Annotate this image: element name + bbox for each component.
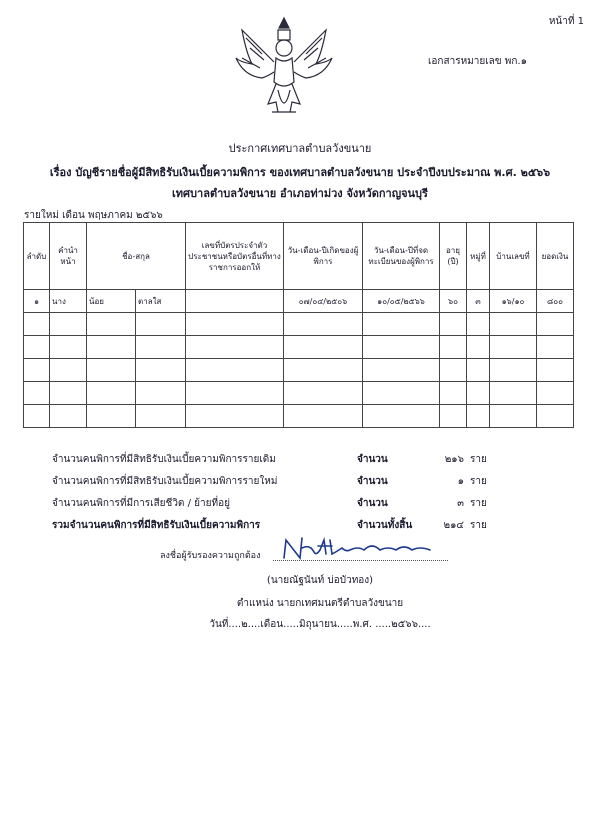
header-age: อายุ (ปี)	[440, 223, 467, 290]
signing-date: วันที่....๒....เดือน.....มิถุนายน.....พ.ศ. .....๒๕๖๖....	[209, 619, 431, 630]
summary-word: จำนวนทั้งสิ้น	[357, 520, 413, 531]
summary-label: จำนวนคนพิการที่มีสิทธิรับเงินเบี้ยความพิการรายใหม่	[52, 476, 278, 487]
summary-count: ๓	[457, 498, 464, 509]
table-row-empty	[24, 405, 574, 428]
beneficiary-table	[23, 222, 574, 428]
header-reg-date: วัน-เดือน-ปีที่จดทะเบียนของผู้พิการ	[363, 223, 440, 290]
summary-label: จำนวนคนพิการที่มีการเสียชีวิต / ย้ายที่อยู่	[52, 498, 230, 509]
summary-unit: ราย	[470, 498, 487, 509]
summary-unit: ราย	[470, 520, 487, 531]
table-row-empty	[24, 359, 574, 382]
summary-unit: ราย	[470, 476, 487, 487]
summary-row-deceased-moved	[52, 496, 502, 518]
announcement-location: เทศบาลตำบลวังขนาย อำเภอท่าม่วง จังหวัดกาญจนบุรี	[172, 187, 428, 200]
cell-prefix: นาง	[50, 290, 87, 313]
cell-seq: ๑	[24, 290, 50, 313]
header-id-card: เลขที่บัตรประจำตัวประชาชนหรือบัตรอื่นที่ทางราชการออกให้	[186, 223, 284, 290]
cell-birth-date: ๐๗/๐๔/๒๕๐๖	[284, 290, 363, 313]
summary-word: จำนวน	[357, 476, 388, 487]
handwritten-signature	[280, 534, 445, 564]
cell-id-card-redacted	[186, 290, 284, 313]
summary-label: รวมจำนวนคนพิการที่มีสิทธิรับเงินเบี้ยความพิการ	[52, 520, 261, 531]
cell-house-no: ๑๖/๑๐	[490, 290, 537, 313]
summary-word: จำนวน	[357, 498, 388, 509]
cell-first-name: น้อย	[87, 290, 136, 313]
header-birth-date: วัน-เดือน-ปีเกิดของผู้พิการ	[284, 223, 363, 290]
cell-age: ๖๐	[440, 290, 467, 313]
announcement-title: ประกาศเทศบาลตำบลวังขนาย	[228, 142, 372, 155]
table-row-empty	[24, 382, 574, 405]
summary-block	[52, 452, 502, 540]
cell-moo: ๓	[467, 290, 490, 313]
document-number: เอกสารหมายเลข พก.๑	[428, 56, 527, 67]
summary-count: ๒๑๔	[443, 520, 464, 531]
header-seq: ลำดับ	[24, 223, 50, 290]
header-moo: หมู่ที่	[467, 223, 490, 290]
page-number: หน้าที่ 1	[548, 16, 584, 27]
header-prefix: คำนำหน้า	[50, 223, 87, 290]
signer-position: ตำแหน่ง นายกเทศมนตรีตำบลวังขนาย	[236, 598, 404, 609]
header-house-no: บ้านเลขที่	[490, 223, 537, 290]
table-row-empty	[24, 336, 574, 359]
summary-label: จำนวนคนพิการที่มีสิทธิรับเงินเบี้ยความพิการรายเดิม	[52, 454, 276, 465]
summary-word: จำนวน	[357, 454, 388, 465]
summary-count: ๒๑๖	[444, 454, 464, 465]
table-header-row	[24, 223, 574, 290]
cell-last-name: ตาลใส	[136, 290, 186, 313]
cell-reg-date: ๑๐/๐๕/๒๕๖๖	[363, 290, 440, 313]
summary-row-existing	[52, 452, 502, 474]
cell-amount: ๘๐๐	[537, 290, 574, 313]
header-amount: ยอดเงิน	[537, 223, 574, 290]
table-row-empty	[24, 313, 574, 336]
signature-prefix: ลงชื่อผู้รับรองความถูกต้อง	[160, 551, 261, 561]
garuda-emblem-icon	[232, 12, 336, 124]
header-name: ชื่อ-สกุล	[87, 223, 186, 290]
summary-count: ๑	[457, 476, 464, 487]
summary-unit: ราย	[470, 454, 487, 465]
announcement-subject: เรื่อง บัญชีรายชื่อผู้มีสิทธิรับเงินเบี้ยความพิการ ของเทศบาลตำบลวังขนาย ประจำปีงบประมาณ พ.ศ. ๒๕๖๖	[49, 166, 551, 179]
signer-name: (นายณัฐนันท์ บ่อบัวทอง)	[266, 575, 374, 586]
summary-row-new	[52, 474, 502, 496]
table-row	[24, 290, 574, 313]
new-list-label: รายใหม่ เดือน พฤษภาคม ๒๕๖๖	[24, 210, 163, 221]
